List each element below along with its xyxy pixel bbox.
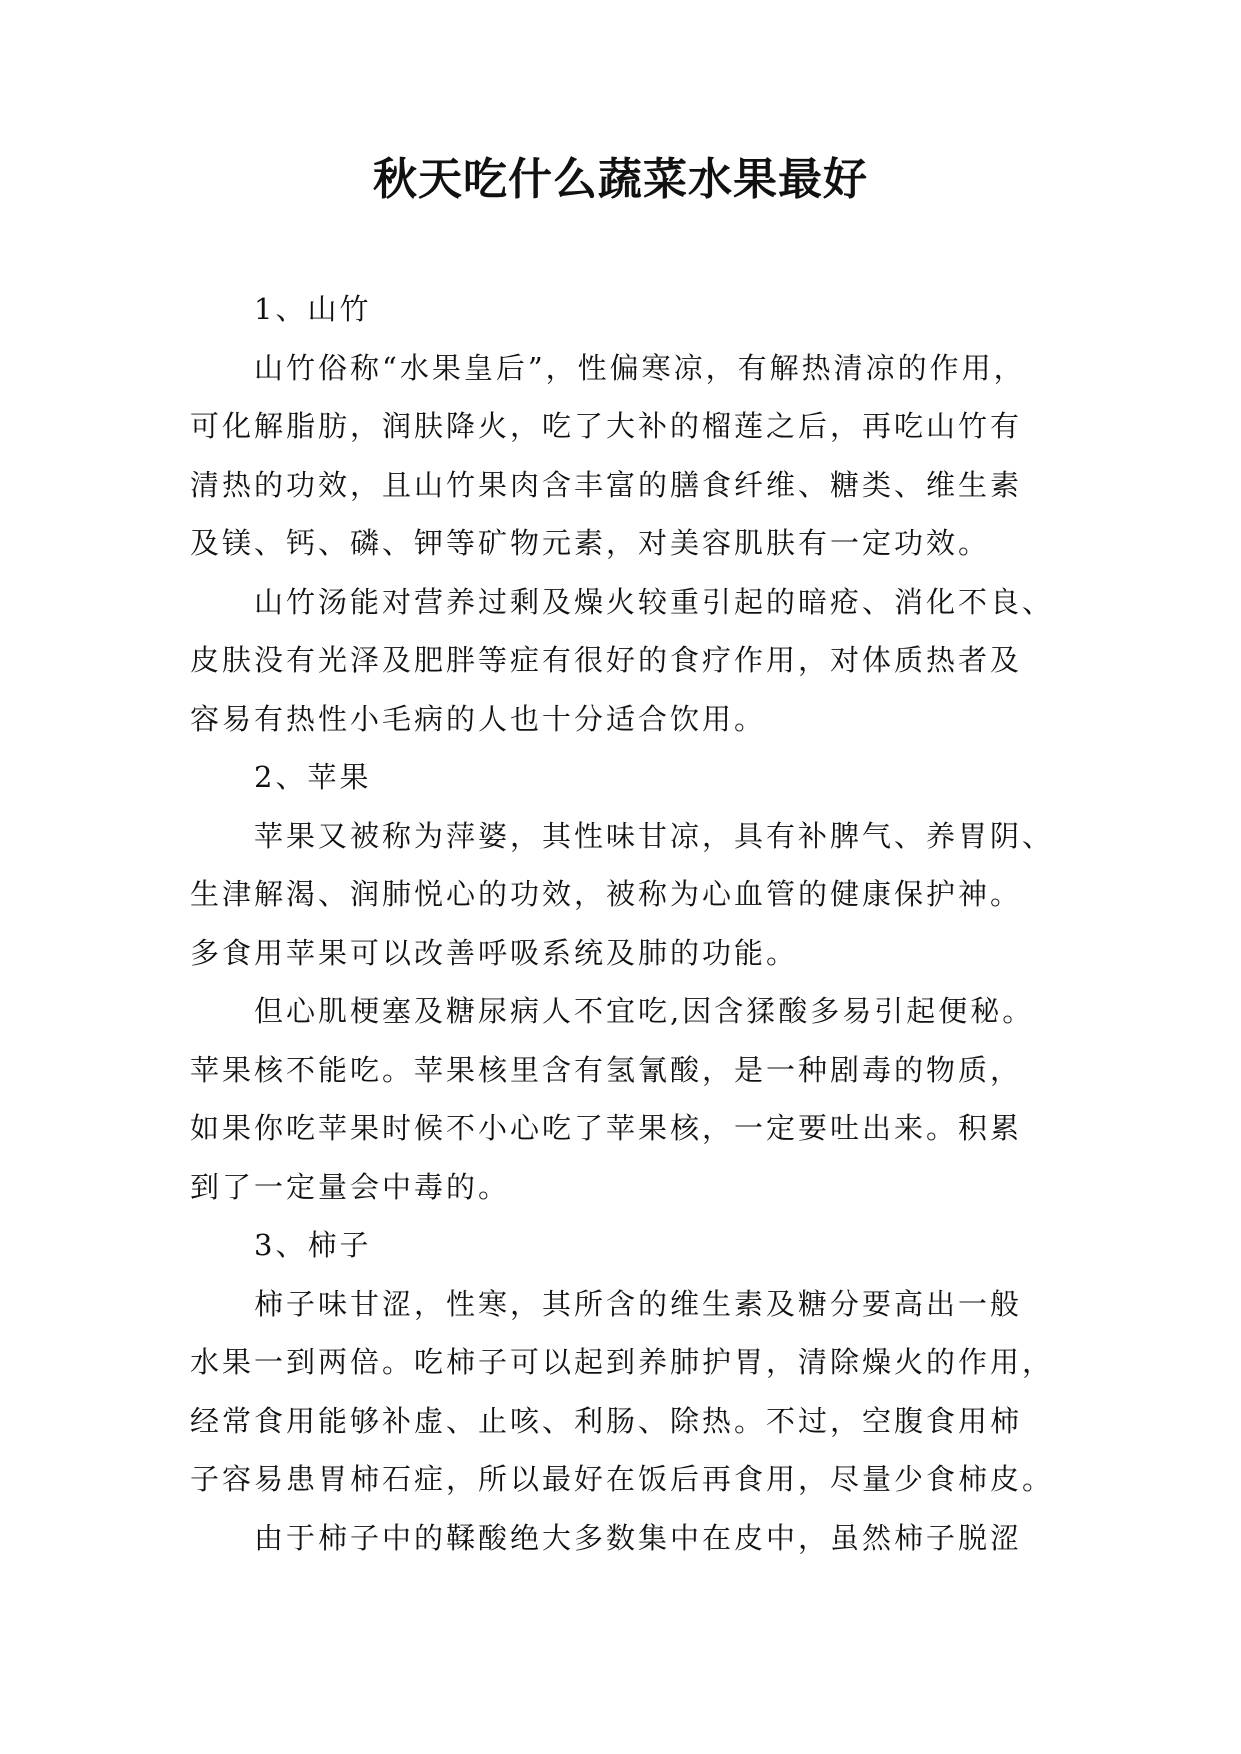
paragraph-line: 皮肤没有光泽及肥胖等症有很好的食疗作用，对体质热者及 [190,643,1023,677]
paragraph-line: 如果你吃苹果时候不小心吃了苹果核，一定要吐出来。积累 [190,1111,1023,1145]
paragraph-line: 经常食用能够补虚、止咳、利肠、除热。不过，空腹食用柿 [190,1403,1023,1438]
paragraph-line: 苹果又被称为萍婆，其性味甘凉，具有补脾气、养胃阴、 [254,818,1055,853]
paragraph-line: 生津解渴、润肺悦心的功效，被称为心血管的健康保护神。 [190,877,1023,911]
paragraph-line: 由于柿子中的鞣酸绝大多数集中在皮中，虽然柿子脱涩 [254,1520,1023,1555]
paragraph-line: 子容易患胃柿石症，所以最好在饭后再食用，尽量少食柿皮。 [190,1462,1055,1496]
document-body [190,280,1075,1567]
document-title: 秋天吃什么蔬菜水果最好 [373,154,868,205]
paragraph-line: 苹果核不能吃。苹果核里含有氢氰酸，是一种剧毒的物质， [190,1052,1023,1087]
paragraph-line: 清热的功效，且山竹果肉含丰富的膳食纤维、糖类、维生素 [190,467,1023,502]
paragraph-line: 但心肌梗塞及糖尿病人不宜吃,因含猱酸多易引起便秘。 [254,994,1035,1028]
paragraph-line: 到了一定量会中毒的。 [190,1169,511,1204]
paragraph-line: 多食用苹果可以改善呼吸系统及肺的功能。 [190,935,799,970]
heading-apple: 2、苹果 [254,760,372,794]
paragraph-line: 山竹俗称“水果皇后”，性偏寒凉，有解热清凉的作用， [254,350,1026,385]
paragraph-line: 及镁、钙、磷、钾等矿物元素，对美容肌肤有一定功效。 [190,526,991,560]
heading-shanzhu: 1、山竹 [254,292,372,326]
paragraph-line: 柿子味甘涩，性寒，其所含的维生素及糖分要高出一般 [254,1286,1023,1321]
paragraph-line: 容易有热性小毛病的人也十分适合饮用。 [190,701,767,736]
paragraph-line: 水果一到两倍。吃柿子可以起到养肺护胃，清除燥火的作用， [190,1345,1055,1379]
paragraph-line: 可化解脂肪，润肤降火，吃了大补的榴莲之后，再吃山竹有 [190,409,1023,443]
heading-persimmon: 3、柿子 [254,1228,372,1262]
paragraph-line: 山竹汤能对营养过剩及燥火较重引起的暗疮、消化不良、 [254,584,1055,619]
